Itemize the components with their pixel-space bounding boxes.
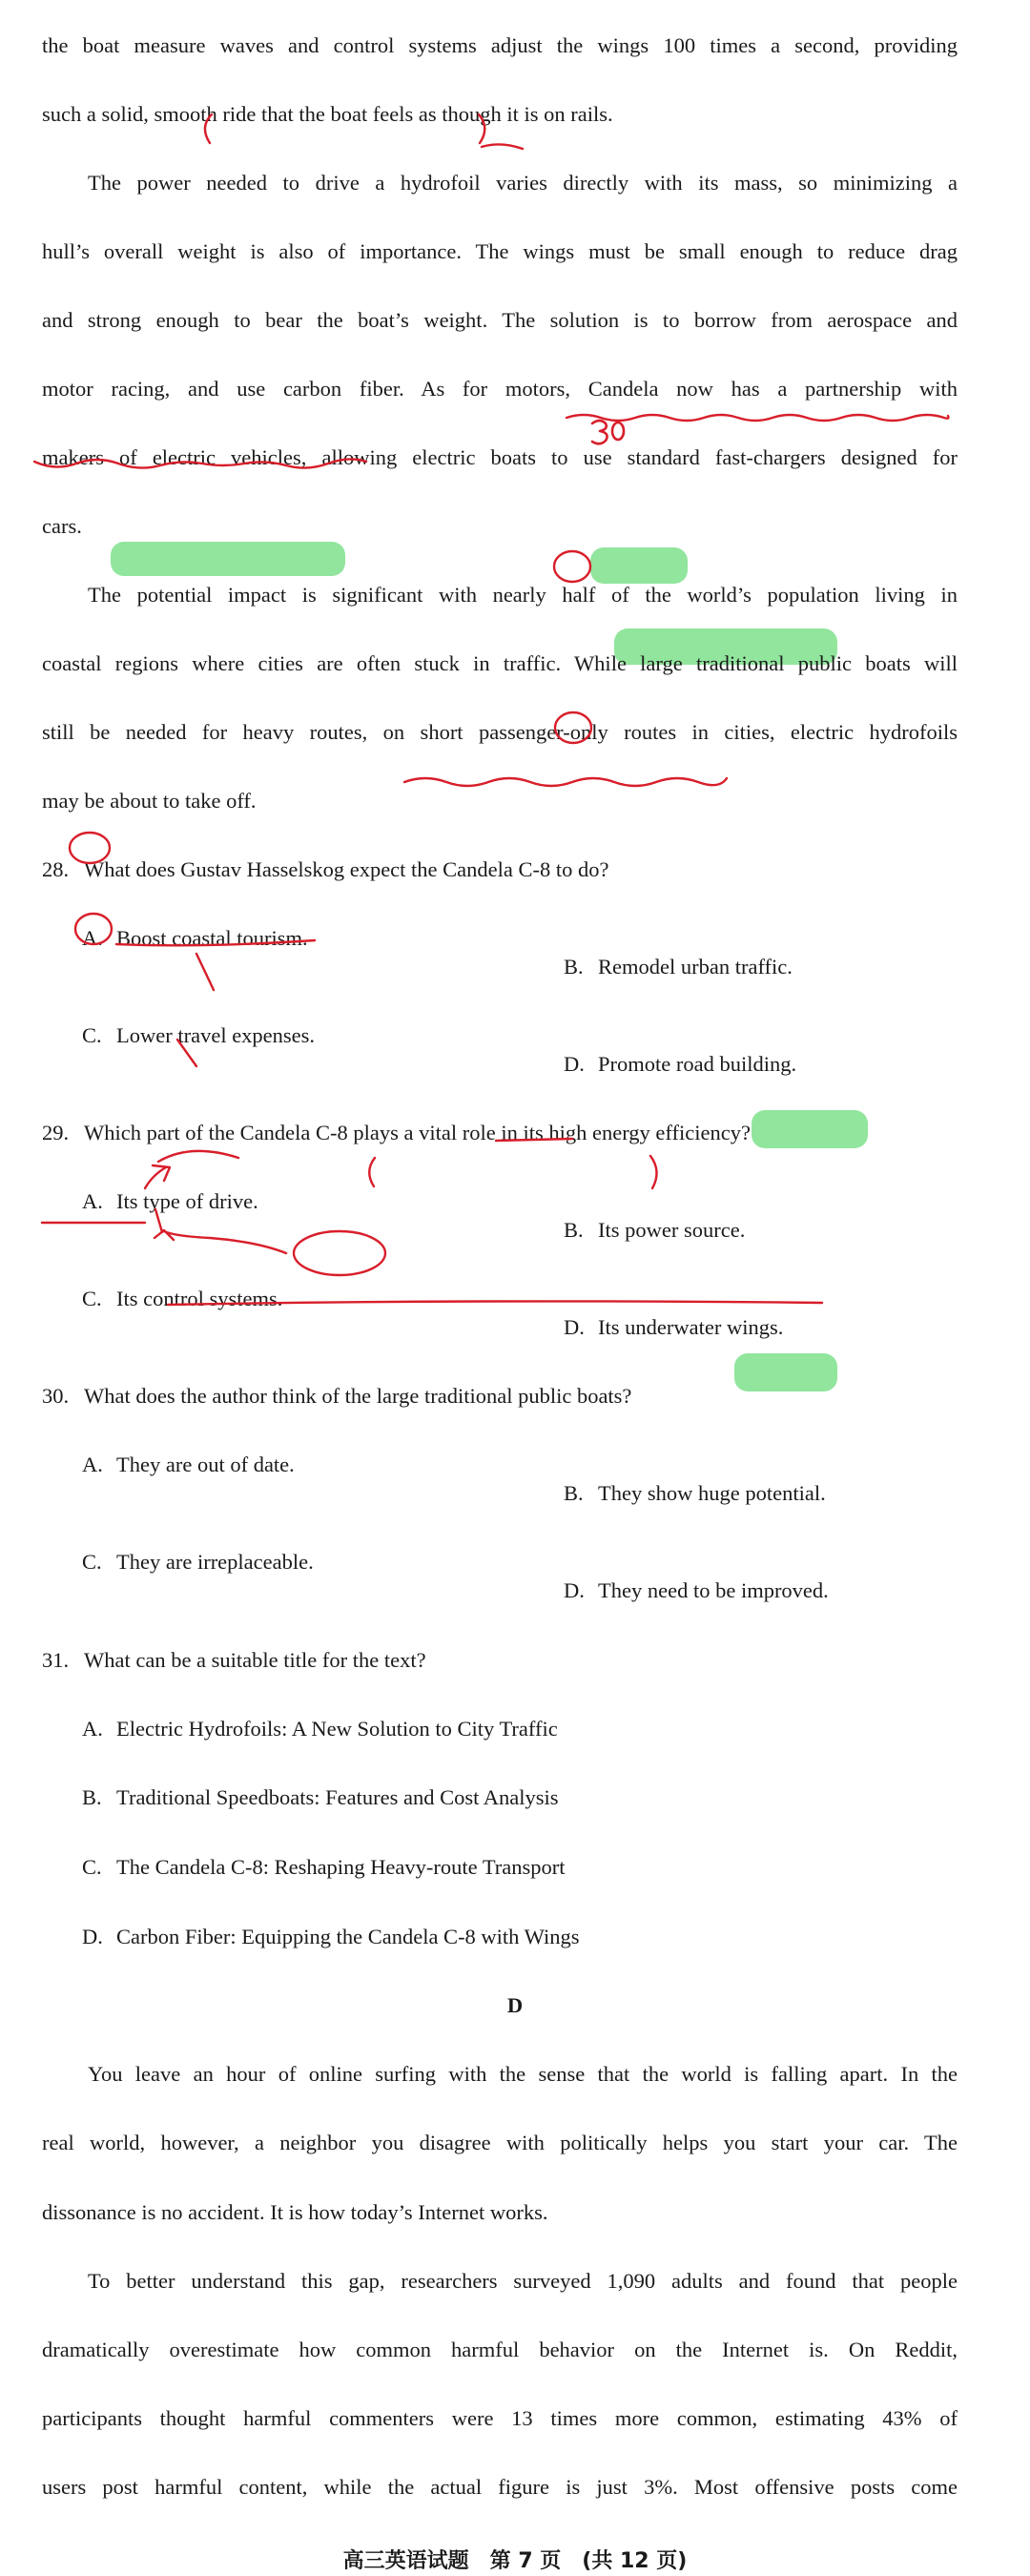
question-31 [42,1646,958,1675]
question-number: 29. [42,1121,70,1144]
option-letter: B. [564,1218,584,1242]
option-30-b[interactable] [564,1479,1030,1508]
question-30 [42,1382,958,1411]
option-text: They show huge potential. [598,1481,826,1505]
option-text: Its control systems. [116,1287,283,1310]
option-text: Its type of drive. [116,1189,258,1213]
option-text: Traditional Speedboats: Features and Cost Analysis [116,1785,559,1809]
option-letter: B. [564,955,584,979]
option-29-b[interactable] [564,1216,1030,1245]
option-30-c[interactable] [82,1548,1030,1577]
passage-line: users post harmful content, while the actual figure is just 3%. Most offensive posts come [42,2475,958,2499]
pen-arrow [154,1230,286,1253]
option-31-c[interactable] [82,1853,1030,1882]
passage-line: the boat measure waves and control systems adjust the wings 100 times a second, providing [42,33,958,57]
option-text: Carbon Fiber: Equipping the Candela C-8 with Wings [116,1925,580,1948]
option-letter: A. [82,1717,103,1741]
highlight-remodel [590,547,688,584]
option-letter: A. [82,1453,103,1476]
passage-line: makers of electric vehicles, allowing electric boats to use standard fast-chargers designed for [42,445,958,469]
margin-note-30 [592,421,624,443]
pen-arrow [145,1165,170,1188]
pen-swoosh [158,1151,238,1162]
option-letter: C. [82,1855,102,1879]
passage-line: motor racing, and use carbon fiber. As for motors, Candela now has a partnership with [42,377,958,401]
pen-circle-this-gap [294,1231,385,1275]
option-letter: C. [82,1550,102,1574]
option-31-a[interactable] [82,1715,1030,1743]
passage-line: participants thought harmful commenters were 13 times more common, estimating 43% of [42,2406,958,2430]
option-28-d[interactable] [564,1050,1030,1079]
pen-slash-mark [196,954,214,990]
option-28-a[interactable] [82,924,1030,953]
passage-line: dissonance is no accident. It is how today’s Internet works. [42,2200,548,2224]
option-29-a[interactable] [82,1187,1030,1216]
option-letter: C. [82,1287,102,1310]
highlight-boost-coastal-tourism [111,542,345,576]
passage-line: may be about to take off. [42,789,257,813]
option-letter: D. [82,1925,103,1948]
passage-line: coastal regions where cities are often stuck in traffic. While large traditional public boats will [42,651,958,675]
pen-bracket-open [369,1158,375,1186]
passage-line: The power needed to drive a hydrofoil varies directly with its mass, so minimizing a [88,171,958,195]
section-title: D [506,1993,524,2017]
pen-underline [482,144,523,149]
option-text: Boost coastal tourism. [116,926,308,950]
option-text: They are irreplaceable. [116,1550,314,1574]
passage-line: and strong enough to bear the boat’s weight. The solution is to borrow from aerospace and [42,308,958,332]
option-letter: A. [82,926,103,950]
option-28-b[interactable] [564,953,1030,981]
question-stem: What can be a suitable title for the text? [84,1648,426,1672]
option-28-c[interactable] [82,1021,1030,1050]
question-28 [42,855,958,884]
question-number: 30. [42,1384,70,1408]
option-text: Electric Hydrofoils: A New Solution to City Traffic [116,1717,558,1741]
passage-line: real world, however, a neighbor you disagree with politically helps you start your car. The [42,2131,958,2154]
option-29-c[interactable] [82,1285,1030,1313]
question-stem: What does the author think of the large traditional public boats? [84,1384,632,1408]
option-letter: D. [564,1052,585,1076]
option-text: They are out of date. [116,1453,295,1476]
pen-wavy-underline [566,415,949,421]
passage-line: cars. [42,514,82,538]
question-number: 31. [42,1648,70,1672]
option-text: The Candela C-8: Reshaping Heavy-route Transport [116,1855,566,1879]
option-text: Its power source. [598,1218,746,1242]
option-letter: B. [82,1785,102,1809]
question-stem: What does Gustav Hasselskog expect the Candela C-8 to do? [84,857,609,881]
option-31-d[interactable] [82,1923,1030,1951]
passage-line: The potential impact is significant with nearly half of the world’s population living in [88,583,958,607]
option-text: They need to be improved. [598,1578,829,1602]
passage-line: still be needed for heavy routes, on short passenger-only routes in cities, electric hydrofoils [42,720,958,744]
question-29 [42,1119,958,1147]
option-text: Its underwater wings. [598,1315,784,1339]
passage-line: To better understand this gap, researchers surveyed 1,090 adults and found that people [88,2269,958,2293]
question-number: 28. [42,857,70,881]
passage-line: dramatically overestimate how common harmful behavior on the Internet is. On Reddit, [42,2338,958,2361]
page-footer: 高三英语试题 第 7 页 (共 12 页) [342,2549,688,2573]
question-stem: Which part of the Candela C-8 plays a vital role in its high energy efficiency? [84,1121,751,1144]
option-text: Lower travel expenses. [116,1023,316,1047]
pen-wavy-underline [404,778,727,786]
option-letter: C. [82,1023,102,1047]
option-text: Promote road building. [598,1052,797,1076]
option-30-a[interactable] [82,1451,1030,1479]
option-text: Remodel urban traffic. [598,955,793,979]
passage-line: such a solid, smooth ride that the boat feels as though it is on rails. [42,102,613,126]
option-letter: A. [82,1189,103,1213]
option-31-b[interactable] [82,1783,1030,1812]
pen-bracket-close [650,1156,657,1188]
pen-circle-answer-28-b [554,551,590,582]
option-30-d[interactable] [564,1577,1030,1605]
option-29-d[interactable] [564,1313,1030,1342]
option-letter: D. [564,1578,585,1602]
passage-line: hull’s overall weight is also of importance. The wings must be small enough to reduce drag [42,239,958,263]
option-letter: D. [564,1315,585,1339]
passage-line: You leave an hour of online surfing with the sense that the world is falling apart. In the [88,2062,958,2086]
option-letter: B. [564,1481,584,1505]
